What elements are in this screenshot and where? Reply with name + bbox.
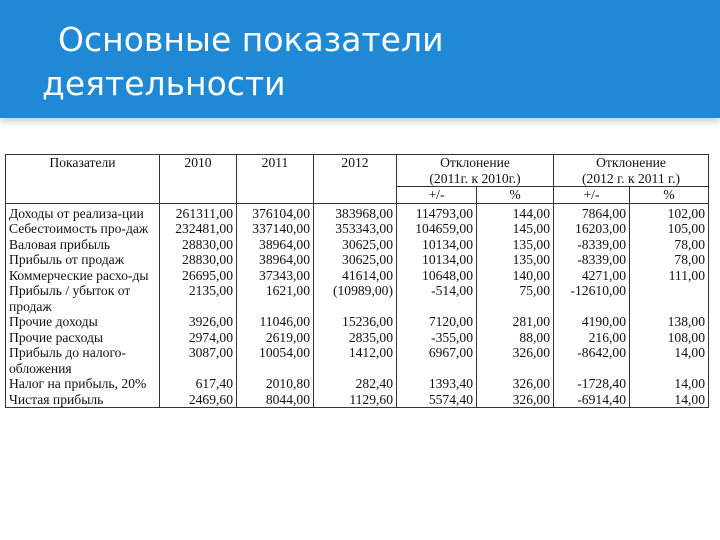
value-cell: 232481,00 <box>160 221 237 237</box>
value-cell: (10989,00) <box>314 283 397 314</box>
header-pct-2: % <box>630 187 709 204</box>
value-cell: 10054,00 <box>237 345 314 376</box>
value-cell: 2835,00 <box>314 330 397 346</box>
value-cell: 2974,00 <box>160 330 237 346</box>
value-cell: 216,00 <box>554 330 630 346</box>
value-cell: 138,00 <box>630 314 709 330</box>
slide-title-line-2: деятельности <box>42 64 286 103</box>
value-cell: 1621,00 <box>237 283 314 314</box>
table-row <box>6 268 709 284</box>
header-deviation-title: Отклонение <box>596 155 666 170</box>
indicator-name-cell: Прочие расходы <box>6 330 160 346</box>
slide-title-line-1: Основные показатели <box>58 20 444 59</box>
indicator-name-cell: Коммерческие расхо-ды <box>6 268 160 284</box>
value-cell: 111,00 <box>630 268 709 284</box>
value-cell: -8339,00 <box>554 237 630 253</box>
value-cell: 28830,00 <box>160 252 237 268</box>
value-cell: 37343,00 <box>237 268 314 284</box>
header-pct-1: % <box>477 187 554 204</box>
value-cell: -8642,00 <box>554 345 630 376</box>
value-cell: 1129,60 <box>314 392 397 408</box>
value-cell: 114793,00 <box>397 203 477 221</box>
table-row <box>6 203 709 221</box>
value-cell: 78,00 <box>630 252 709 268</box>
value-cell: 75,00 <box>477 283 554 314</box>
value-cell: 11046,00 <box>237 314 314 330</box>
header-2010: 2010 <box>160 155 237 204</box>
table-body <box>6 203 709 408</box>
value-cell: 2619,00 <box>237 330 314 346</box>
value-cell: 135,00 <box>477 252 554 268</box>
table-row <box>6 330 709 346</box>
table-row <box>6 376 709 392</box>
value-cell: 28830,00 <box>160 237 237 253</box>
value-cell: 3087,00 <box>160 345 237 376</box>
value-cell: 7120,00 <box>397 314 477 330</box>
table-row <box>6 283 709 314</box>
indicators-table <box>5 154 709 408</box>
value-cell: 4190,00 <box>554 314 630 330</box>
table-row <box>6 345 709 376</box>
table-row <box>6 221 709 237</box>
indicator-name-cell: Налог на прибыль, 20% <box>6 376 160 392</box>
value-cell: 261311,00 <box>160 203 237 221</box>
indicator-name-cell: Прибыль от продаж <box>6 252 160 268</box>
value-cell: 6967,00 <box>397 345 477 376</box>
indicator-name-cell: Прибыль до налого-обложения <box>6 345 160 376</box>
value-cell: -355,00 <box>397 330 477 346</box>
value-cell: 10648,00 <box>397 268 477 284</box>
value-cell: 41614,00 <box>314 268 397 284</box>
indicator-name-cell: Чистая прибыль <box>6 392 160 408</box>
value-cell: 8044,00 <box>237 392 314 408</box>
value-cell: 2469,60 <box>160 392 237 408</box>
value-cell: 14,00 <box>630 345 709 376</box>
value-cell: 326,00 <box>477 376 554 392</box>
value-cell: 15236,00 <box>314 314 397 330</box>
value-cell: 2010,80 <box>237 376 314 392</box>
value-cell: 376104,00 <box>237 203 314 221</box>
value-cell: 14,00 <box>630 376 709 392</box>
value-cell: 14,00 <box>630 392 709 408</box>
header-indicators: Показатели <box>6 155 160 204</box>
value-cell: 30625,00 <box>314 252 397 268</box>
value-cell: 88,00 <box>477 330 554 346</box>
header-abs-2: +/- <box>554 187 630 204</box>
value-cell: 145,00 <box>477 221 554 237</box>
value-cell: 383968,00 <box>314 203 397 221</box>
value-cell: 30625,00 <box>314 237 397 253</box>
value-cell: 135,00 <box>477 237 554 253</box>
indicator-name-cell: Валовая прибыль <box>6 237 160 253</box>
value-cell: 281,00 <box>477 314 554 330</box>
header-deviation-subtitle: (2011г. к 2010г.) <box>429 170 521 186</box>
header-deviation-subtitle: (2012 г. к 2011 г.) <box>582 170 681 186</box>
table-row <box>6 252 709 268</box>
value-cell: 2135,00 <box>160 283 237 314</box>
value-cell: 617,40 <box>160 376 237 392</box>
title-banner <box>0 0 720 118</box>
value-cell: 38964,00 <box>237 252 314 268</box>
value-cell: 26695,00 <box>160 268 237 284</box>
value-cell: 1412,00 <box>314 345 397 376</box>
table-row <box>6 392 709 408</box>
header-deviation-title: Отклонение <box>440 155 510 170</box>
indicator-name-cell: Прибыль / убыток от продаж <box>6 283 160 314</box>
value-cell: -6914,40 <box>554 392 630 408</box>
value-cell: 353343,00 <box>314 221 397 237</box>
value-cell: 326,00 <box>477 345 554 376</box>
header-deviation-2011-2010 <box>397 155 554 187</box>
value-cell: -8339,00 <box>554 252 630 268</box>
value-cell: 16203,00 <box>554 221 630 237</box>
header-abs-1: +/- <box>397 187 477 204</box>
value-cell: 105,00 <box>630 221 709 237</box>
value-cell: 337140,00 <box>237 221 314 237</box>
value-cell: 140,00 <box>477 268 554 284</box>
value-cell: 102,00 <box>630 203 709 221</box>
value-cell: 10134,00 <box>397 252 477 268</box>
value-cell <box>630 283 709 314</box>
indicator-name-cell: Себестоимость про-даж <box>6 221 160 237</box>
value-cell: 3926,00 <box>160 314 237 330</box>
value-cell: 5574,40 <box>397 392 477 408</box>
value-cell: -1728,40 <box>554 376 630 392</box>
value-cell: 1393,40 <box>397 376 477 392</box>
value-cell: 108,00 <box>630 330 709 346</box>
table-row <box>6 237 709 253</box>
value-cell: -12610,00 <box>554 283 630 314</box>
value-cell: -514,00 <box>397 283 477 314</box>
indicator-name-cell: Прочие доходы <box>6 314 160 330</box>
value-cell: 7864,00 <box>554 203 630 221</box>
slide-title <box>42 18 602 106</box>
value-cell: 10134,00 <box>397 237 477 253</box>
value-cell: 144,00 <box>477 203 554 221</box>
value-cell: 326,00 <box>477 392 554 408</box>
header-2011: 2011 <box>237 155 314 204</box>
indicator-name-cell: Доходы от реализа-ции <box>6 203 160 221</box>
value-cell: 4271,00 <box>554 268 630 284</box>
header-2012: 2012 <box>314 155 397 204</box>
value-cell: 78,00 <box>630 237 709 253</box>
header-deviation-2012-2011 <box>554 155 709 187</box>
value-cell: 104659,00 <box>397 221 477 237</box>
table-row <box>6 314 709 330</box>
value-cell: 282,40 <box>314 376 397 392</box>
value-cell: 38964,00 <box>237 237 314 253</box>
